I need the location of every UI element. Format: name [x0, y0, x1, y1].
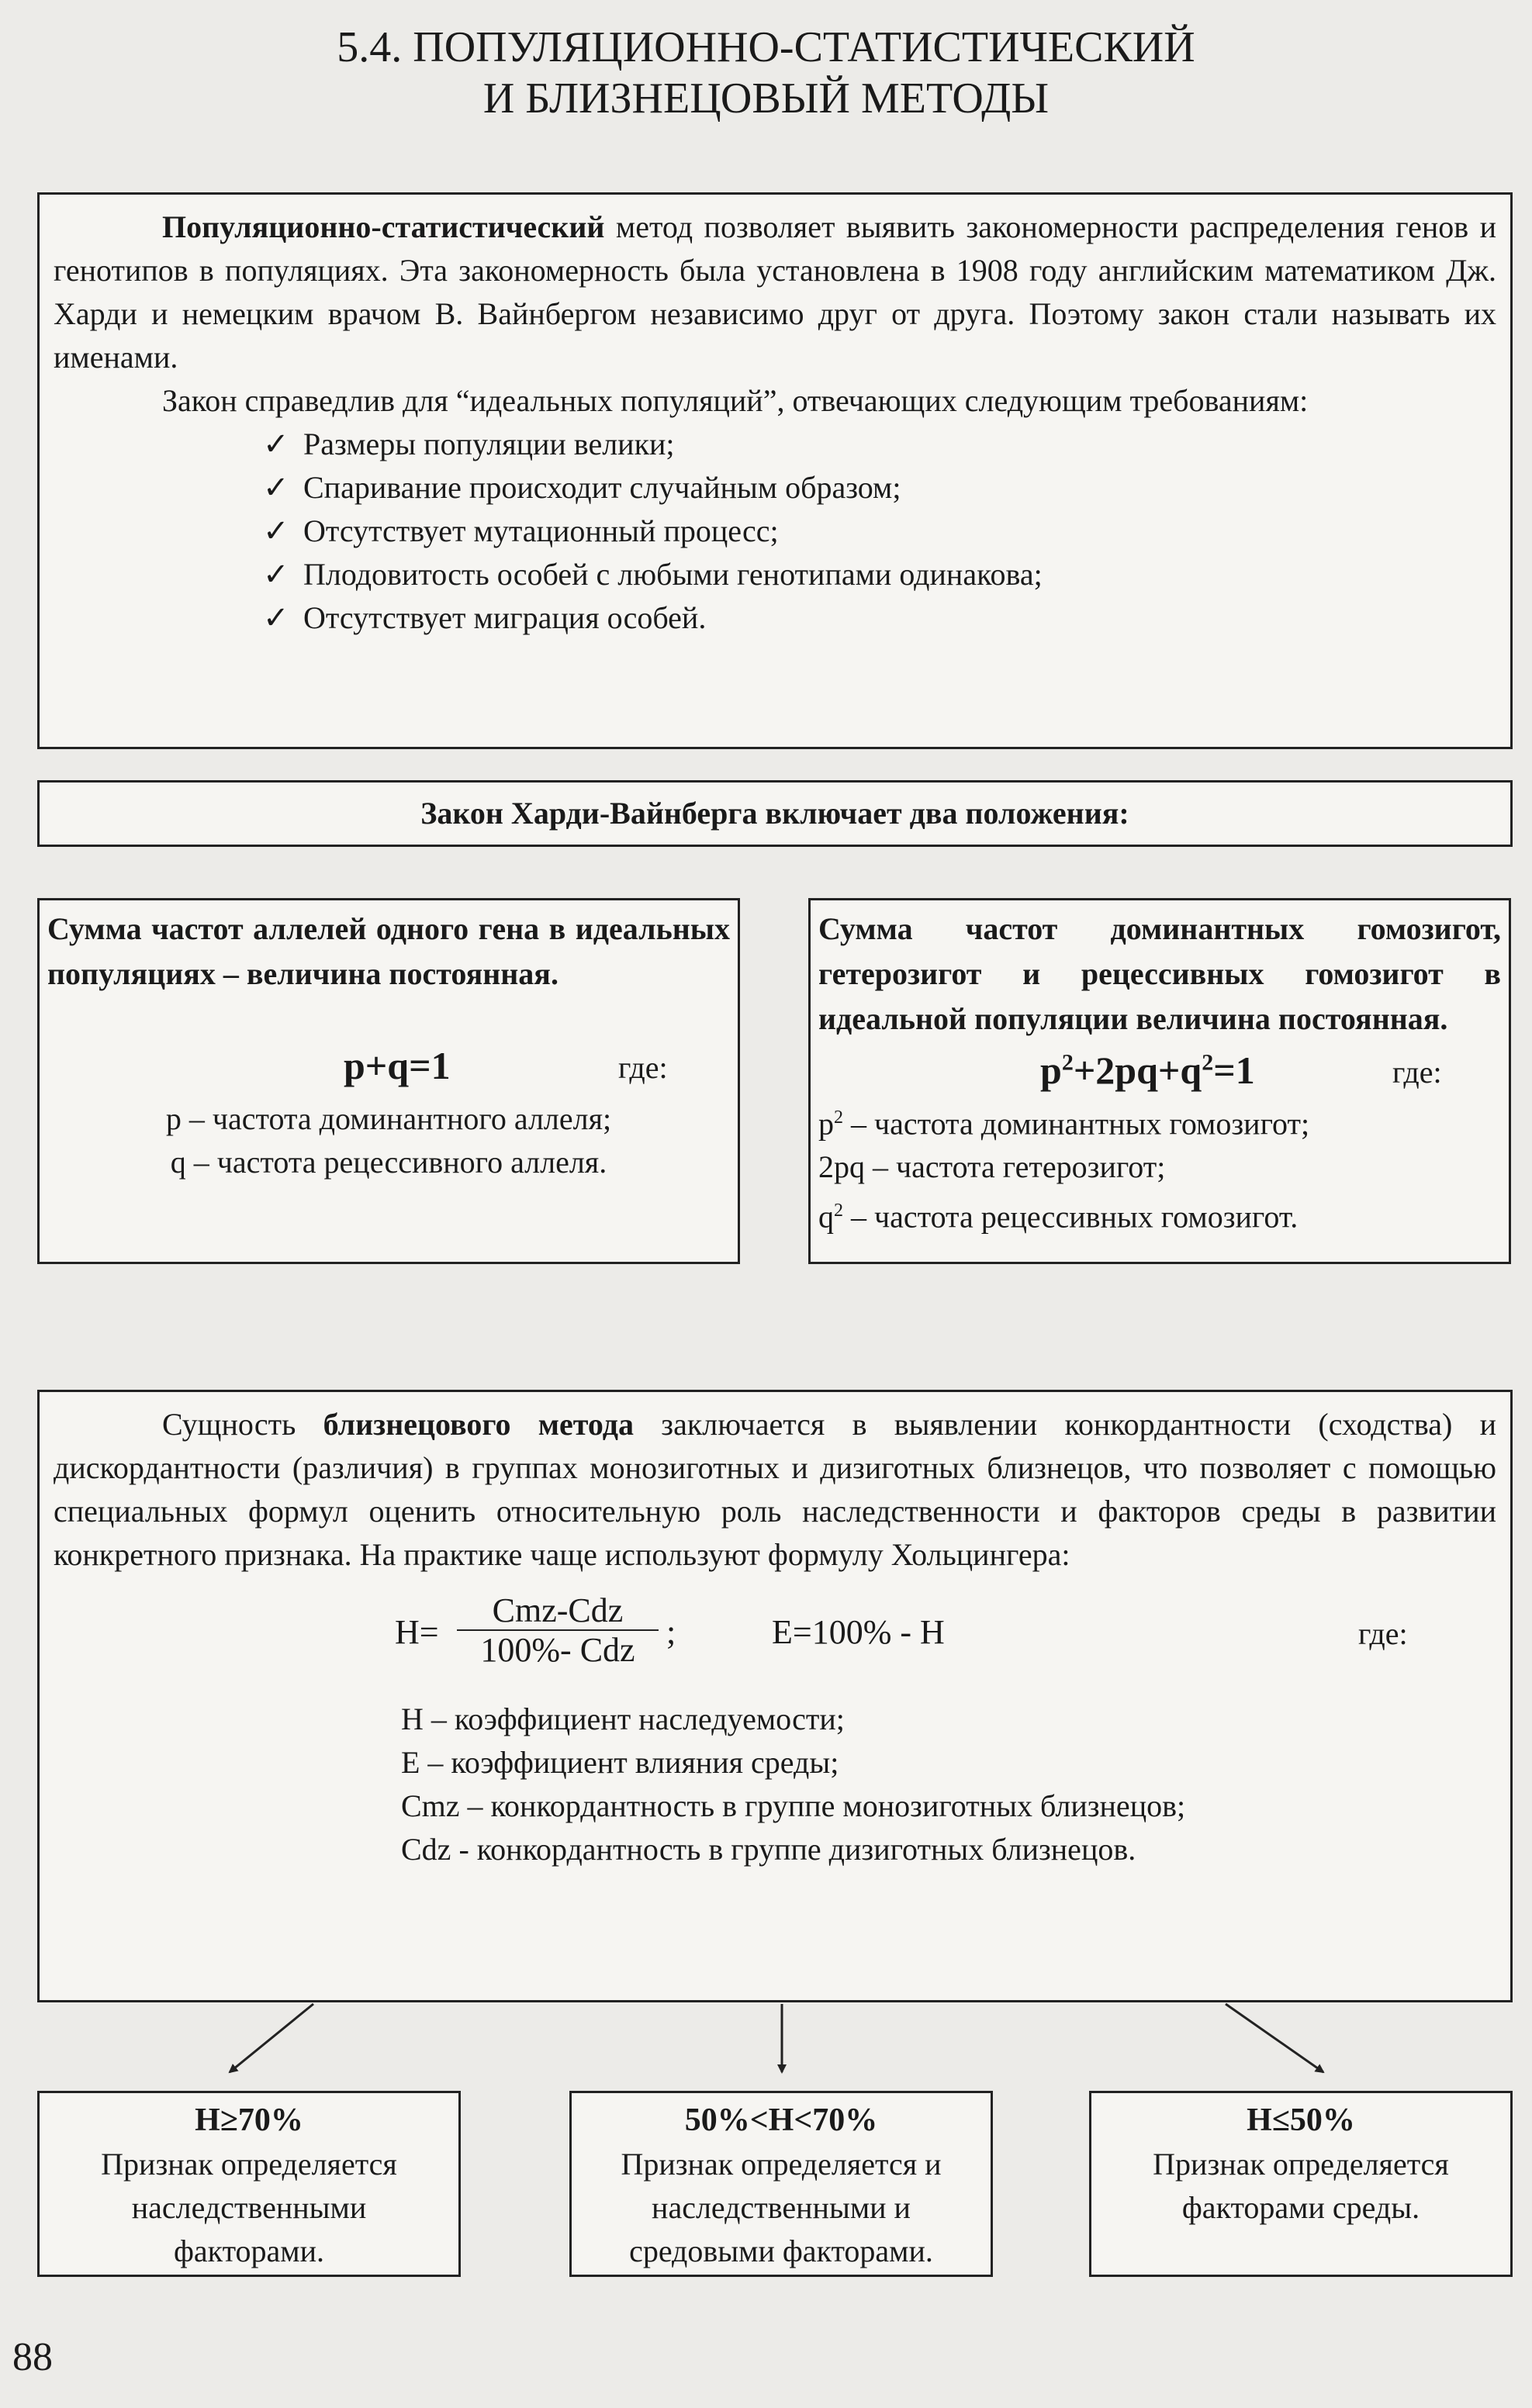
law-header: Закон Харди-Вайнберга включает два положения: [420, 796, 1129, 831]
requirement-item: ✓ Спаривание происходит случайным образом; [247, 466, 1496, 510]
title-line-1: 5.4. ПОПУЛЯЦИОННО-СТАТИСТИЧЕСКИЙ [337, 23, 1195, 71]
right-def-2: 2pq – частота гетерозигот; [818, 1149, 1166, 1185]
formula-numerator: Cmz-Cdz [457, 1592, 659, 1631]
left-def-2: q – частота рецессивного аллеля. [170, 1145, 607, 1180]
outcome-text: Признак определяется наследственными факторами. [101, 2147, 397, 2268]
page-title [0, 22, 1532, 124]
requirements-list [247, 423, 1496, 640]
check-icon: ✓ [263, 600, 289, 635]
intro-conditions-paragraph: Закон справедлив для “идеальных популяций”, отвечающих следующим требованиям: [162, 383, 1309, 418]
def-cdz: Cdz - конкордантность в группе дизиготных близнецов. [401, 1832, 1136, 1867]
def-e: E – коэффициент влияния среды; [401, 1745, 839, 1780]
left-law-statement: Сумма частот аллелей одного гена в идеальных популяциях – величина постоянная. [47, 911, 730, 991]
outcome-condition: H≤50% [1247, 2102, 1355, 2138]
formula-denominator: 100%- Cdz [480, 1631, 635, 1669]
left-where: где: [618, 1050, 668, 1085]
requirement-item: ✓ Плодовитость особей с любыми генотипами одинакова; [247, 553, 1496, 596]
formula-fraction [457, 1592, 659, 1670]
outcome-text: Признак определяется и наследственными и средовыми факторами. [621, 2147, 942, 2268]
formula-e: E=100% - H [772, 1613, 945, 1651]
check-icon: ✓ [263, 513, 289, 548]
twin-definitions [401, 1698, 1496, 1871]
requirement-item: ✓ Отсутствует мутационный процесс; [247, 510, 1496, 553]
left-law-box [37, 898, 740, 1264]
right-law-statement: Сумма частот доминантных гомозигот, гетерозигот и рецессивных гомозигот в идеальной популяции величина постоянная. [818, 911, 1501, 1036]
formula-h: H= [395, 1613, 439, 1651]
arrow-right [1226, 2004, 1323, 2072]
right-law-box [808, 898, 1511, 1264]
twin-term: близнецового метода [323, 1407, 635, 1442]
formula-semicolon: ; [666, 1613, 676, 1651]
title-line-2: И БЛИЗНЕЦОВЫЙ МЕТОДЫ [482, 74, 1050, 123]
outcome-arrows [0, 2001, 1532, 2086]
page-number: 88 [12, 2335, 53, 2379]
outcome-condition: 50%<H<70% [684, 2102, 878, 2138]
left-formula: p+q=1 [344, 1044, 451, 1087]
right-formula-row [818, 1048, 1501, 1096]
right-def-1: $p^2$ – частота доминантных гомозигот; [818, 1106, 1310, 1142]
outcome-text: Признак определяется факторами среды. [1153, 2147, 1449, 2225]
outcome-condition: H≥70% [195, 2102, 303, 2138]
intro-term: Популяционно-статистический [162, 209, 605, 244]
outcome-box-high [37, 2091, 461, 2277]
requirement-item: ✓ Размеры популяции велики; [247, 423, 1496, 466]
check-icon: ✓ [263, 427, 289, 461]
right-formula: $p^2+2pq+q^2=1$ [1040, 1049, 1255, 1092]
intro-text-1: метод позволяет выявить закономерности распределения генов и генотипов в популяциях. Эта закономерность была установлена в 1908 году английским математиком Дж. Харди и немецким врачом В. Вайнбергом независимо друг от друга. Поэтому закон стали называть их именами. [54, 209, 1496, 375]
intro-paragraph [54, 206, 1496, 379]
twin-paragraph: Сущность близнецового метода заключается в выявлении конкордантности (сходства) и дискордантности (различия) в группах монозиготных и дизиготных близнецов, что позволяет с помощью специальных формул оценить относительную роль наследственности и факторов среды в развитии конкретного признака. На практике чаще используют формулу Хольцингера: [54, 1407, 1496, 1572]
intro-box [37, 192, 1513, 749]
outcome-box-low [1089, 2091, 1513, 2277]
requirement-item: ✓ Отсутствует миграция особей. [247, 596, 1496, 640]
twin-where: где: [1358, 1616, 1408, 1651]
left-def-1: p – частота доминантного аллеля; [165, 1101, 612, 1136]
twin-method-box [37, 1390, 1513, 2002]
check-icon: ✓ [263, 557, 289, 592]
def-cmz: Cmz – конкордантность в группе монозиготных близнецов; [401, 1788, 1186, 1823]
left-formula-row [47, 1043, 730, 1097]
law-header-box [37, 780, 1513, 847]
right-def-3: $q^2$ – частота рецессивных гомозигот. [818, 1199, 1299, 1235]
def-h: H – коэффициент наследуемости; [401, 1701, 845, 1736]
arrow-left [230, 2004, 313, 2072]
right-where: где: [1392, 1055, 1442, 1090]
check-icon: ✓ [263, 470, 289, 505]
outcome-box-mid [569, 2091, 993, 2277]
holzinger-formula-row [54, 1592, 1496, 1685]
